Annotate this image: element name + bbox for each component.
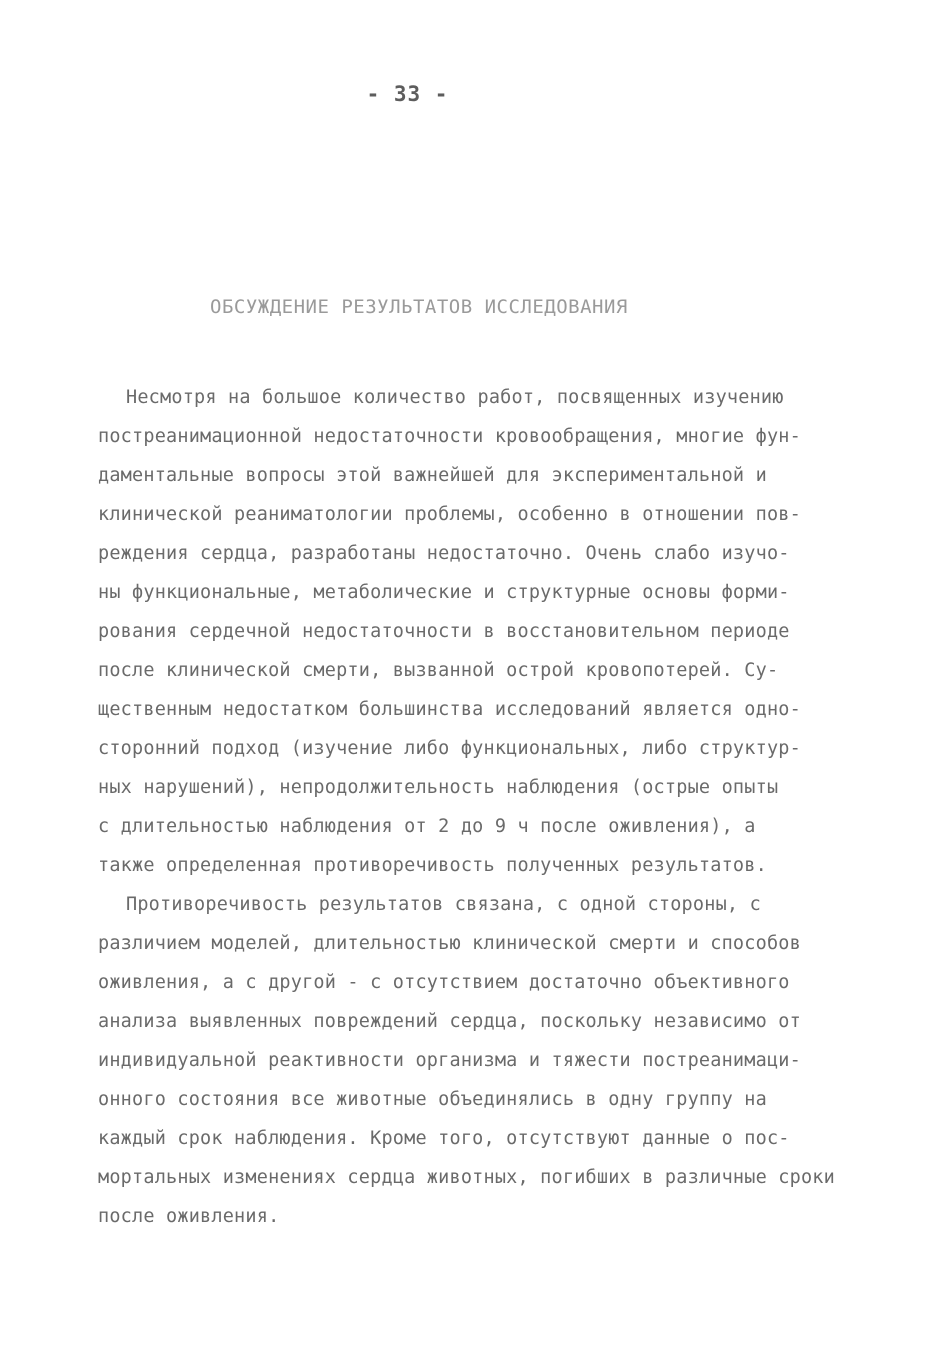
text-line: онного состояния все животные объединялись в одну группу на <box>98 1089 767 1110</box>
page-number: - 33 - <box>366 82 449 106</box>
text-line: после клинической смерти, вызванной острой кровопотерей. Су- <box>98 660 779 681</box>
text-line: ных нарушений), непродолжительность наблюдения (острые опыты <box>98 777 779 798</box>
text-line: даментальные вопросы этой важнейшей для экспериментальной и <box>98 465 767 486</box>
text-line: клинической реаниматологии проблемы, особенно в отношении пов- <box>98 504 801 525</box>
text-line: с длительностью наблюдения от 2 до 9 ч после оживления), а <box>98 816 756 837</box>
text-line: реждения сердца, разработаны недостаточно. Очень слабо изучо- <box>98 543 790 564</box>
text-line: ны функциональные, метаболические и структурные основы форми- <box>98 582 790 603</box>
text-line: Несмотря на большое количество работ, посвященных изучению <box>126 387 784 408</box>
body-text <box>98 378 838 1236</box>
text-line: щественным недостатком большинства исследований является одно- <box>98 699 801 720</box>
paragraph-2 <box>98 885 838 1236</box>
text-line: анализа выявленных повреждений сердца, поскольку независимо от <box>98 1011 801 1032</box>
text-line: оживления, а с другой - с отсутствием достаточно объективного <box>98 972 790 993</box>
text-line: также определенная противоречивость полученных результатов. <box>98 855 767 876</box>
text-line: сторонний подход (изучение либо функциональных, либо структур- <box>98 738 801 759</box>
text-line: постреанимационной недостаточности кровообращения, многие фун- <box>98 426 801 447</box>
text-line: мортальных изменениях сердца животных, погибших в различные сроки <box>98 1167 835 1188</box>
text-line: после оживления. <box>98 1206 280 1227</box>
paragraph-1 <box>98 378 838 885</box>
text-line: Противоречивость результатов связана, с одной стороны, с <box>126 894 761 915</box>
section-heading: ОБСУЖДЕНИЕ РЕЗУЛЬТАТОВ ИССЛЕДОВАНИЯ <box>210 296 628 318</box>
text-line: различием моделей, длительностью клинической смерти и способов <box>98 933 801 954</box>
text-line: индивидуальной реактивности организма и тяжести постреанимаци- <box>98 1050 801 1071</box>
text-line: рования сердечной недостаточности в восстановительном периоде <box>98 621 790 642</box>
text-line: каждый срок наблюдения. Кроме того, отсутствуют данные о пос- <box>98 1128 790 1149</box>
